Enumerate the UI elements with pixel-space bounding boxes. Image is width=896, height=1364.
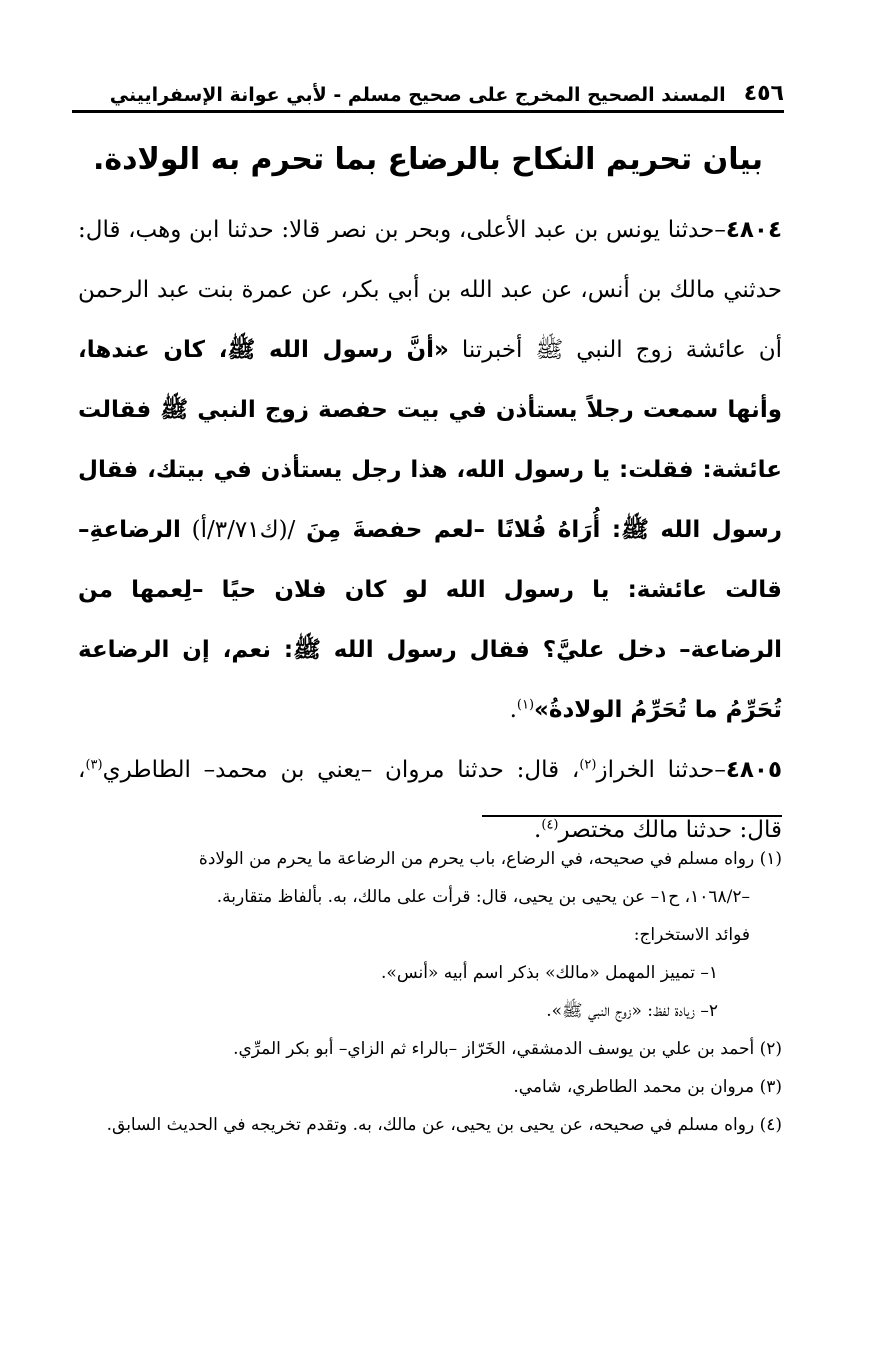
isnad-text: –حدثنا يونس بن عبد الأعلى، وبحر بن نصر قالا: حدثنا ابن وهب، قال: حدثني مالك بن أنس، عن عبد الله بن أبي بكر، عن عمرة بنت عبد الرحمن أن عائشة زوج النبي ﷺ أخبرتنا xyxy=(78,217,783,363)
period: . xyxy=(509,697,517,723)
footnote-1-benefit-2: ٢– زيادة لفظ: «زوج النبي ﷺ». xyxy=(546,1001,718,1021)
hadith-number: ٤٨٠٥ xyxy=(725,757,782,783)
footnote-separator xyxy=(482,815,782,817)
footnote-1-benefits-heading: فوائد الاستخراج: xyxy=(633,925,750,945)
page-number: ٤٥٦ xyxy=(743,81,784,106)
footnote-ref: (٣) xyxy=(85,757,103,773)
isnad-text: ، قال: حدثنا مالك مختصر xyxy=(78,757,782,843)
footnotes xyxy=(78,840,782,1144)
book-title: المسند الصحيح المخرج على صحيح مسلم - لأبي عوانة الإسفراييني xyxy=(109,84,726,106)
running-header xyxy=(72,66,784,113)
main-text xyxy=(78,200,782,860)
footnote-3: (٣) مروان بن محمد الطاطري، شامي. xyxy=(513,1077,782,1097)
footnote-2: (٢) أحمد بن علي بن يوسف الدمشقي، الخَرّاز –بالراء ثم الزاي– أبو بكر المرِّي. xyxy=(233,1039,782,1059)
chapter-title: بيان تحريم النكاح بالرضاع بما تحرم به الولادة. xyxy=(93,142,763,177)
isnad-text: ، قال: حدثنا مروان –يعني بن محمد– الطاطري xyxy=(102,757,580,783)
footnote-1: (١) رواه مسلم في صحيحه، في الرضاع، باب يحرم من الرضاعة ما يحرم من الولادة xyxy=(198,849,782,869)
manuscript-ref: /(ك٣/٧١/أ) xyxy=(180,517,307,543)
isnad-text: –حدثنا الخراز xyxy=(596,757,726,783)
footnote-ref: (٢) xyxy=(579,757,597,773)
matn-text-continued: الرضاعةِ– قالت عائشة: xyxy=(78,517,782,603)
footnote-1-benefit-1: ١– تمييز المهمل «مالك» بذكر اسم أبيه «أنس». xyxy=(381,963,718,983)
matn-text: «أنَّ رسول الله ﷺ، كان عندها، وأنها سمعت رجلاً يستأذن في بيت حفصة زوج النبي ﷺ فقالت عائشة: فقلت: يا رسول الله، هذا رجل يستأذن في بيتك، فقال رسول الله ﷺ: أُرَاهُ فُلانًا –لعم حفصةَ مِنَ xyxy=(78,337,782,543)
footnote-1-continued: –١٠٦٨/٢، ح١– عن يحيى بن يحيى، قال: قرأت على مالك، به. بألفاظ متقاربة. xyxy=(216,887,750,907)
footnote-ref: (١) xyxy=(516,697,535,713)
matn-text-end: يا رسول الله لو كان فلان حيًا –لِعمها من الرضاعة– دخل عليَّ؟ فقال رسول الله ﷺ: نعم، إن الرضاعة تُحَرِّمُ ما تُحَرِّمُ الولادةُ» xyxy=(78,577,782,723)
footnote-ref: (٤) xyxy=(541,817,559,833)
period: . xyxy=(534,817,542,843)
hadith-number: ٤٨٠٤ xyxy=(725,217,782,243)
hadith-4804 xyxy=(78,200,782,740)
footnote-4: (٤) رواه مسلم في صحيحه، عن يحيى بن يحيى، عن مالك، به. وتقدم تخريجه في الحديث السابق. xyxy=(106,1115,782,1135)
